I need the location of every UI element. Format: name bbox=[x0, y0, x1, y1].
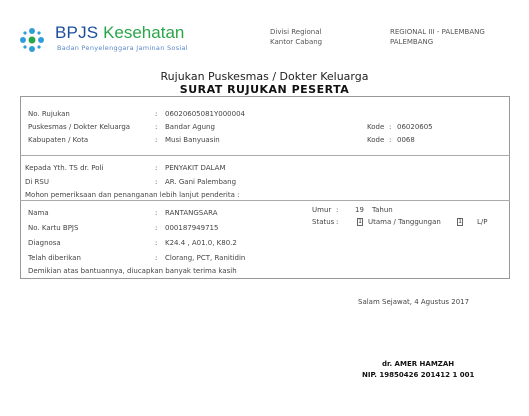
diagnosa-label: Diagnosa bbox=[28, 239, 61, 247]
telah-diberikan-label: Telah diberikan bbox=[28, 254, 81, 262]
gender-text: L/P bbox=[477, 218, 488, 226]
rsu-value: AR. Gani Palembang bbox=[165, 178, 237, 186]
field-separator: : bbox=[155, 136, 158, 144]
bpjs-logo-icon bbox=[19, 27, 45, 53]
puskesmas-value: Bandar Agung bbox=[165, 123, 215, 131]
diagnosa-value: K24.4 , A01.0, K80.2 bbox=[165, 239, 237, 247]
field-separator: : bbox=[336, 218, 339, 226]
gender-checkbox[interactable]: 1 bbox=[458, 218, 462, 225]
status-utama-text: Utama / Tanggungan bbox=[368, 218, 441, 226]
puskesmas-label: Puskesmas / Dokter Keluarga bbox=[28, 123, 131, 131]
header-branch-label: Kantor Cabang bbox=[270, 38, 323, 46]
field-separator: : bbox=[155, 224, 158, 232]
document-subtitle: SURAT RUJUKAN PESERTA bbox=[179, 83, 350, 96]
field-separator: : bbox=[155, 110, 158, 118]
field-separator: : bbox=[155, 123, 158, 131]
kepada-label: Kepada Yth. TS dr. Poli bbox=[25, 164, 104, 172]
date-line: Salam Sejawat, 4 Agustus 2017 bbox=[358, 298, 470, 306]
no-rujukan-label: No. Rujukan bbox=[28, 110, 70, 118]
closing-text: Demikian atas bantuannya, diucapkan banyak terima kasih bbox=[28, 267, 237, 275]
section-divider bbox=[20, 155, 510, 156]
kartu-bpjs-label: No. Kartu BPJS bbox=[28, 224, 79, 232]
section-divider bbox=[20, 200, 510, 201]
field-separator: : bbox=[155, 178, 158, 186]
signer-nip: NIP. 19850426 201412 1 001 bbox=[362, 371, 475, 379]
kartu-bpjs-value: 000187949715 bbox=[165, 224, 219, 232]
kabupaten-kode-label: Kode bbox=[367, 136, 385, 144]
field-separator: : bbox=[155, 164, 158, 172]
request-sentence: Mohon pemeriksaan dan penanganan lebih lanjut penderita : bbox=[25, 191, 240, 199]
field-separator: : bbox=[389, 123, 392, 131]
header-region-value: REGIONAL III - PALEMBANG bbox=[390, 28, 485, 36]
no-rujukan-value: 06020605081Y000004 bbox=[165, 110, 245, 118]
nama-value: RANTANGSARA bbox=[165, 209, 218, 217]
nama-label: Nama bbox=[28, 209, 49, 217]
status-label: Status bbox=[312, 218, 335, 226]
umur-label: Umur bbox=[312, 206, 332, 214]
puskesmas-kode-value: 06020605 bbox=[397, 123, 433, 131]
document-title: Rujukan Puskesmas / Dokter Keluarga bbox=[160, 70, 369, 83]
puskesmas-kode-label: Kode bbox=[367, 123, 385, 131]
telah-diberikan-value: Clorang, PCT, Ranitidin bbox=[165, 254, 246, 262]
umur-unit: Tahun bbox=[372, 206, 393, 214]
signer-name: dr. AMER HAMZAH bbox=[382, 360, 455, 368]
header-branch-value: PALEMBANG bbox=[390, 38, 434, 46]
rsu-label: Di RSU bbox=[25, 178, 49, 186]
field-separator: : bbox=[155, 239, 158, 247]
field-separator: : bbox=[155, 254, 158, 262]
field-separator: : bbox=[389, 136, 392, 144]
kabupaten-value: Musi Banyuasin bbox=[165, 136, 220, 144]
status-checkbox[interactable]: 1 bbox=[358, 218, 362, 225]
umur-value: 19 bbox=[355, 206, 364, 214]
header-division-label: Divisi Regional bbox=[270, 28, 322, 36]
kabupaten-kode-value: 0068 bbox=[397, 136, 415, 144]
field-separator: : bbox=[155, 209, 158, 217]
kabupaten-label: Kabupaten / Kota bbox=[28, 136, 89, 144]
brand-tagline: Badan Penyelenggara Jaminan Sosial bbox=[57, 44, 188, 52]
poli-value: PENYAKIT DALAM bbox=[165, 164, 226, 172]
brand-name: BPJS Kesehatan bbox=[55, 23, 185, 42]
field-separator: : bbox=[336, 206, 339, 214]
